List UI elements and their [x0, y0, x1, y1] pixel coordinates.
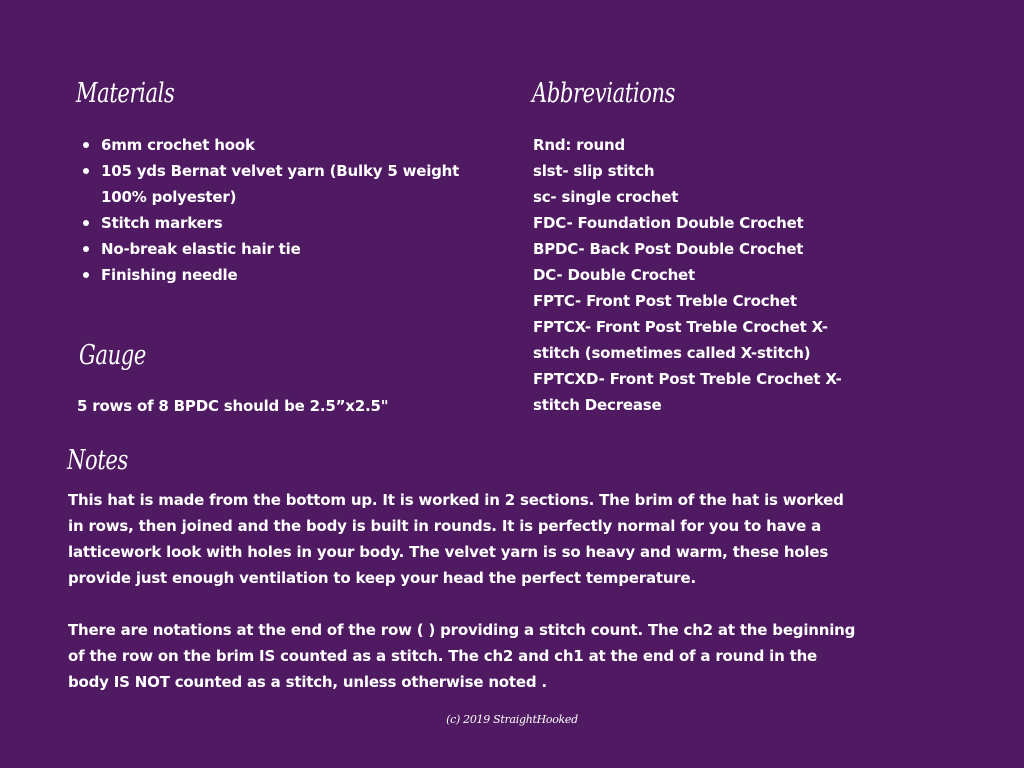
notes-heading: Notes	[67, 445, 128, 476]
abbreviations-list	[533, 132, 853, 418]
materials-item-label: Finishing needle	[101, 266, 238, 284]
abbreviation-item: DC- Double Crochet	[533, 266, 695, 284]
list-item	[80, 236, 480, 262]
list-item	[80, 210, 480, 236]
abbreviation-item: FDC- Foundation Double Crochet	[533, 214, 804, 232]
gauge-text: 5 rows of 8 BPDC should be 2.5”x2.5"	[77, 397, 389, 415]
abbreviation-item: FPTC- Front Post Treble Crochet	[533, 292, 797, 310]
materials-heading: Materials	[76, 78, 175, 109]
bullet-icon	[83, 142, 89, 148]
abbreviation-item: FPTCXD- Front Post Treble Crochet X-stitch Decrease	[533, 370, 842, 414]
abbreviation-item: Rnd: round	[533, 136, 625, 154]
bullet-icon	[83, 246, 89, 252]
bullet-icon	[83, 272, 89, 278]
notes-paragraph: There are notations at the end of the row ( ) providing a stitch count. The ch2 at the beginning of the row on the brim IS counted as a stitch. The ch2 and ch1 at the end of a round in the body IS NOT counted as a stitch, unless otherwise noted .	[68, 621, 856, 691]
abbreviation-item: sc- single crochet	[533, 188, 679, 206]
list-item	[80, 158, 480, 210]
materials-item-label: No-break elastic hair tie	[101, 240, 301, 258]
gauge-heading: Gauge	[79, 340, 146, 371]
abbreviations-heading: Abbreviations	[532, 78, 676, 109]
bullet-icon	[83, 168, 89, 174]
abbreviation-item: BPDC- Back Post Double Crochet	[533, 240, 804, 258]
materials-list	[80, 132, 480, 288]
notes-body	[68, 487, 858, 695]
materials-item-label: Stitch markers	[101, 214, 223, 232]
materials-item-label: 6mm crochet hook	[101, 136, 255, 154]
list-item	[80, 262, 480, 288]
copyright-notice: (c) 2019 StraightHooked	[446, 713, 578, 726]
abbreviation-item: slst- slip stitch	[533, 162, 655, 180]
notes-paragraph: This hat is made from the bottom up. It is worked in 2 sections. The brim of the hat is worked in rows, then joined and the body is built in rounds. It is perfectly normal for you to have a latticework look with holes in your body. The velvet yarn is so heavy and warm, these holes provide just enough ventilation to keep your head the perfect temperature.	[68, 491, 844, 587]
list-item	[80, 132, 480, 158]
abbreviation-item: FPTCX- Front Post Treble Crochet X-stitch (sometimes called X-stitch)	[533, 318, 828, 362]
bullet-icon	[83, 220, 89, 226]
materials-item-label: 105 yds Bernat velvet yarn (Bulky 5 weight 100% polyester)	[101, 162, 460, 206]
